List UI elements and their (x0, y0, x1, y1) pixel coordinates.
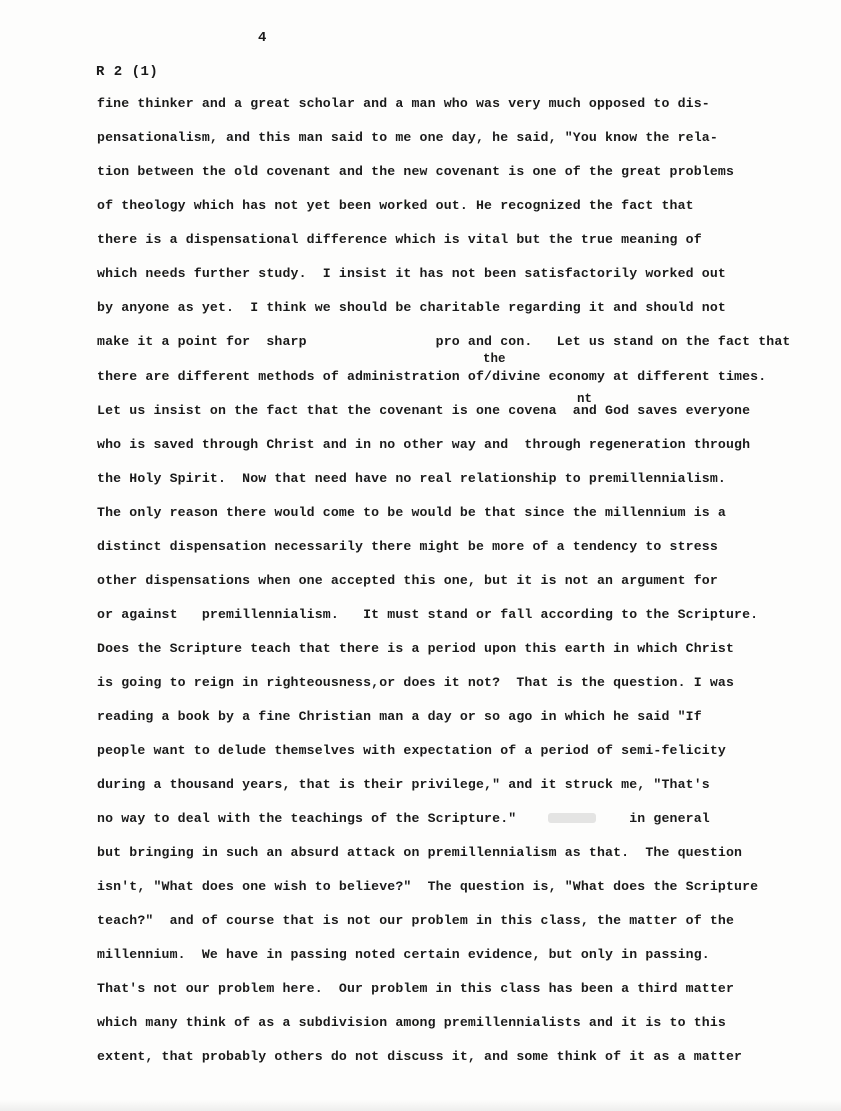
interlinear-insert-nt: nt (577, 392, 593, 406)
erasure-smudge (548, 813, 596, 823)
text-line: by anyone as yet. I think we should be charitable regarding it and should not (97, 300, 726, 315)
page-bottom-edge (0, 1100, 841, 1111)
text-line: make it a point for sharp pro and con. Let us stand on the fact that (97, 334, 791, 349)
interlinear-insert-the: the (483, 352, 506, 366)
text-line: which needs further study. I insist it has not been satisfactorily worked out (97, 266, 726, 281)
text-line: during a thousand years, that is their privilege," and it struck me, "That's (97, 777, 710, 792)
text-line: The only reason there would come to be would be that since the millennium is a (97, 505, 726, 520)
text-line: other dispensations when one accepted this one, but it is not an argument for (97, 573, 718, 588)
text-line: teach?" and of course that is not our problem in this class, the matter of the (97, 913, 735, 928)
text-line: the Holy Spirit. Now that need have no real relationship to premillennialism. (97, 471, 726, 486)
text-line: pensationalism, and this man said to me one day, he said, "You know the rela- (97, 130, 718, 145)
text-line: people want to delude themselves with expectation of a period of semi-felicity (97, 743, 726, 758)
text-line: there are different methods of administration of/divine economy at different times. (97, 369, 767, 384)
text-line: reading a book by a fine Christian man a day or so ago in which he said "If (97, 709, 702, 724)
text-line: there is a dispensational difference which is vital but the true meaning of (97, 232, 702, 247)
text-line: distinct dispensation necessarily there might be more of a tendency to stress (97, 539, 718, 554)
text-line: but bringing in such an absurd attack on premillennialism as that. The question (97, 845, 743, 860)
text-line: Does the Scripture teach that there is a period upon this earth in which Christ (97, 641, 735, 656)
text-line: no way to deal with the teachings of the Scripture." in general (97, 811, 710, 826)
text-line: of theology which has not yet been worked out. He recognized the fact that (97, 198, 694, 213)
reference-label: R 2 (1) (96, 64, 159, 80)
text-line: extent, that probably others do not discuss it, and some think of it as a matter (97, 1049, 743, 1064)
text-line: tion between the old covenant and the new covenant is one of the great problems (97, 164, 735, 179)
text-line: millennium. We have in passing noted certain evidence, but only in passing. (97, 947, 710, 962)
text-line: isn't, "What does one wish to believe?" The question is, "What does the Scripture (97, 879, 759, 894)
text-line: or against premillennialism. It must stand or fall according to the Scripture. (97, 607, 759, 622)
text-line: fine thinker and a great scholar and a man who was very much opposed to dis- (97, 96, 710, 111)
text-line: which many think of as a subdivision among premillennialists and it is to this (97, 1015, 726, 1030)
text-line: That's not our problem here. Our problem in this class has been a third matter (97, 981, 735, 996)
text-line: is going to reign in righteousness,or does it not? That is the question. I was (97, 675, 735, 690)
page-number: 4 (258, 30, 267, 46)
text-line: who is saved through Christ and in no other way and through regeneration through (97, 437, 751, 452)
text-line: Let us insist on the fact that the covenant is one covena and God saves everyone (97, 403, 751, 418)
